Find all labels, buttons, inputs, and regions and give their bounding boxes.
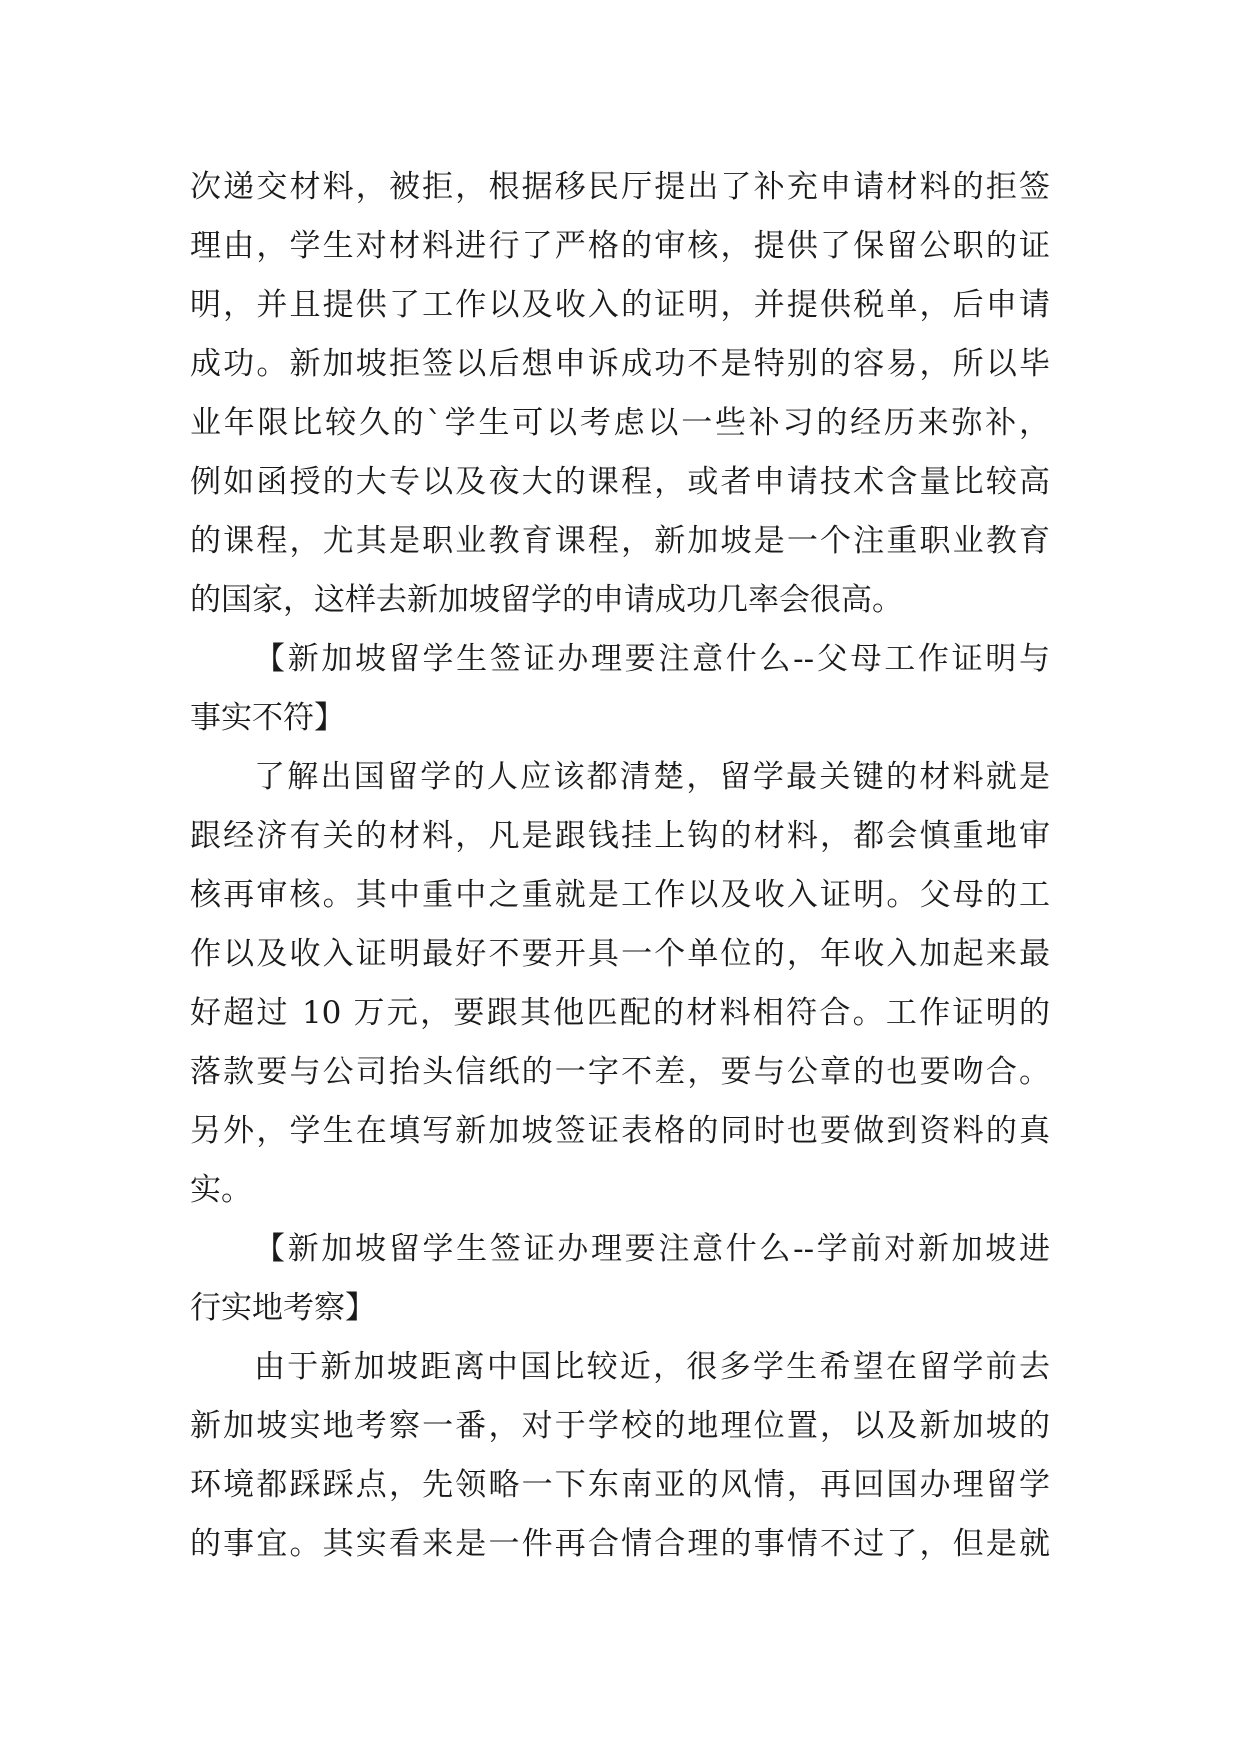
text-line: 实。 bbox=[190, 1172, 252, 1208]
text-line: 跟经济有关的材料，凡是跟钱挂上钩的材料，都会慎重地审 bbox=[190, 818, 1050, 854]
document-body bbox=[190, 158, 1050, 1574]
text-line: 的国家，这样去新加坡留学的申请成功几率会很高。 bbox=[190, 582, 903, 618]
text-line: 落款要与公司抬头信纸的一字不差，要与公章的也要吻合。 bbox=[190, 1054, 1050, 1090]
text-line: 成功。新加坡拒签以后想申诉成功不是特别的容易，所以毕 bbox=[190, 346, 1050, 382]
text-line: 由于新加坡距离中国比较近，很多学生希望在留学前去 bbox=[254, 1349, 1050, 1385]
text-line: 【新加坡留学生签证办理要注意什么--父母工作证明与 bbox=[254, 641, 1050, 677]
text-line: 的事宜。其实看来是一件再合情合理的事情不过了，但是就 bbox=[190, 1526, 1050, 1562]
text-line: 例如函授的大专以及夜大的课程，或者申请技术含量比较高 bbox=[190, 464, 1050, 500]
text-line: 核再审核。其中重中之重就是工作以及收入证明。父母的工 bbox=[190, 877, 1050, 913]
text-line: 作以及收入证明最好不要开具一个单位的，年收入加起来最 bbox=[190, 936, 1050, 972]
text-line: 事实不符】 bbox=[190, 700, 345, 736]
text-line: 环境都踩踩点，先领略一下东南亚的风情，再回国办理留学 bbox=[190, 1467, 1050, 1503]
text-line: 理由，学生对材料进行了严格的审核，提供了保留公职的证 bbox=[190, 228, 1050, 264]
text-line: 新加坡实地考察一番，对于学校的地理位置，以及新加坡的 bbox=[190, 1408, 1050, 1444]
text-line: 业年限比较久的`学生可以考虑以一些补习的经历来弥补， bbox=[190, 405, 1050, 441]
text-line: 行实地考察】 bbox=[190, 1290, 376, 1326]
text-line: 另外，学生在填写新加坡签证表格的同时也要做到资料的真 bbox=[190, 1113, 1050, 1149]
text-line: 次递交材料，被拒，根据移民厅提出了补充申请材料的拒签 bbox=[190, 169, 1050, 205]
text-line: 了解出国留学的人应该都清楚，留学最关键的材料就是 bbox=[254, 759, 1050, 795]
text-line: 明，并且提供了工作以及收入的证明，并提供税单，后申请 bbox=[190, 287, 1050, 323]
text-line: 【新加坡留学生签证办理要注意什么--学前对新加坡进 bbox=[254, 1231, 1050, 1267]
text-line: 的课程，尤其是职业教育课程，新加坡是一个注重职业教育 bbox=[190, 523, 1050, 559]
text-line: 好超过 10 万元，要跟其他匹配的材料相符合。工作证明的 bbox=[190, 995, 1050, 1031]
